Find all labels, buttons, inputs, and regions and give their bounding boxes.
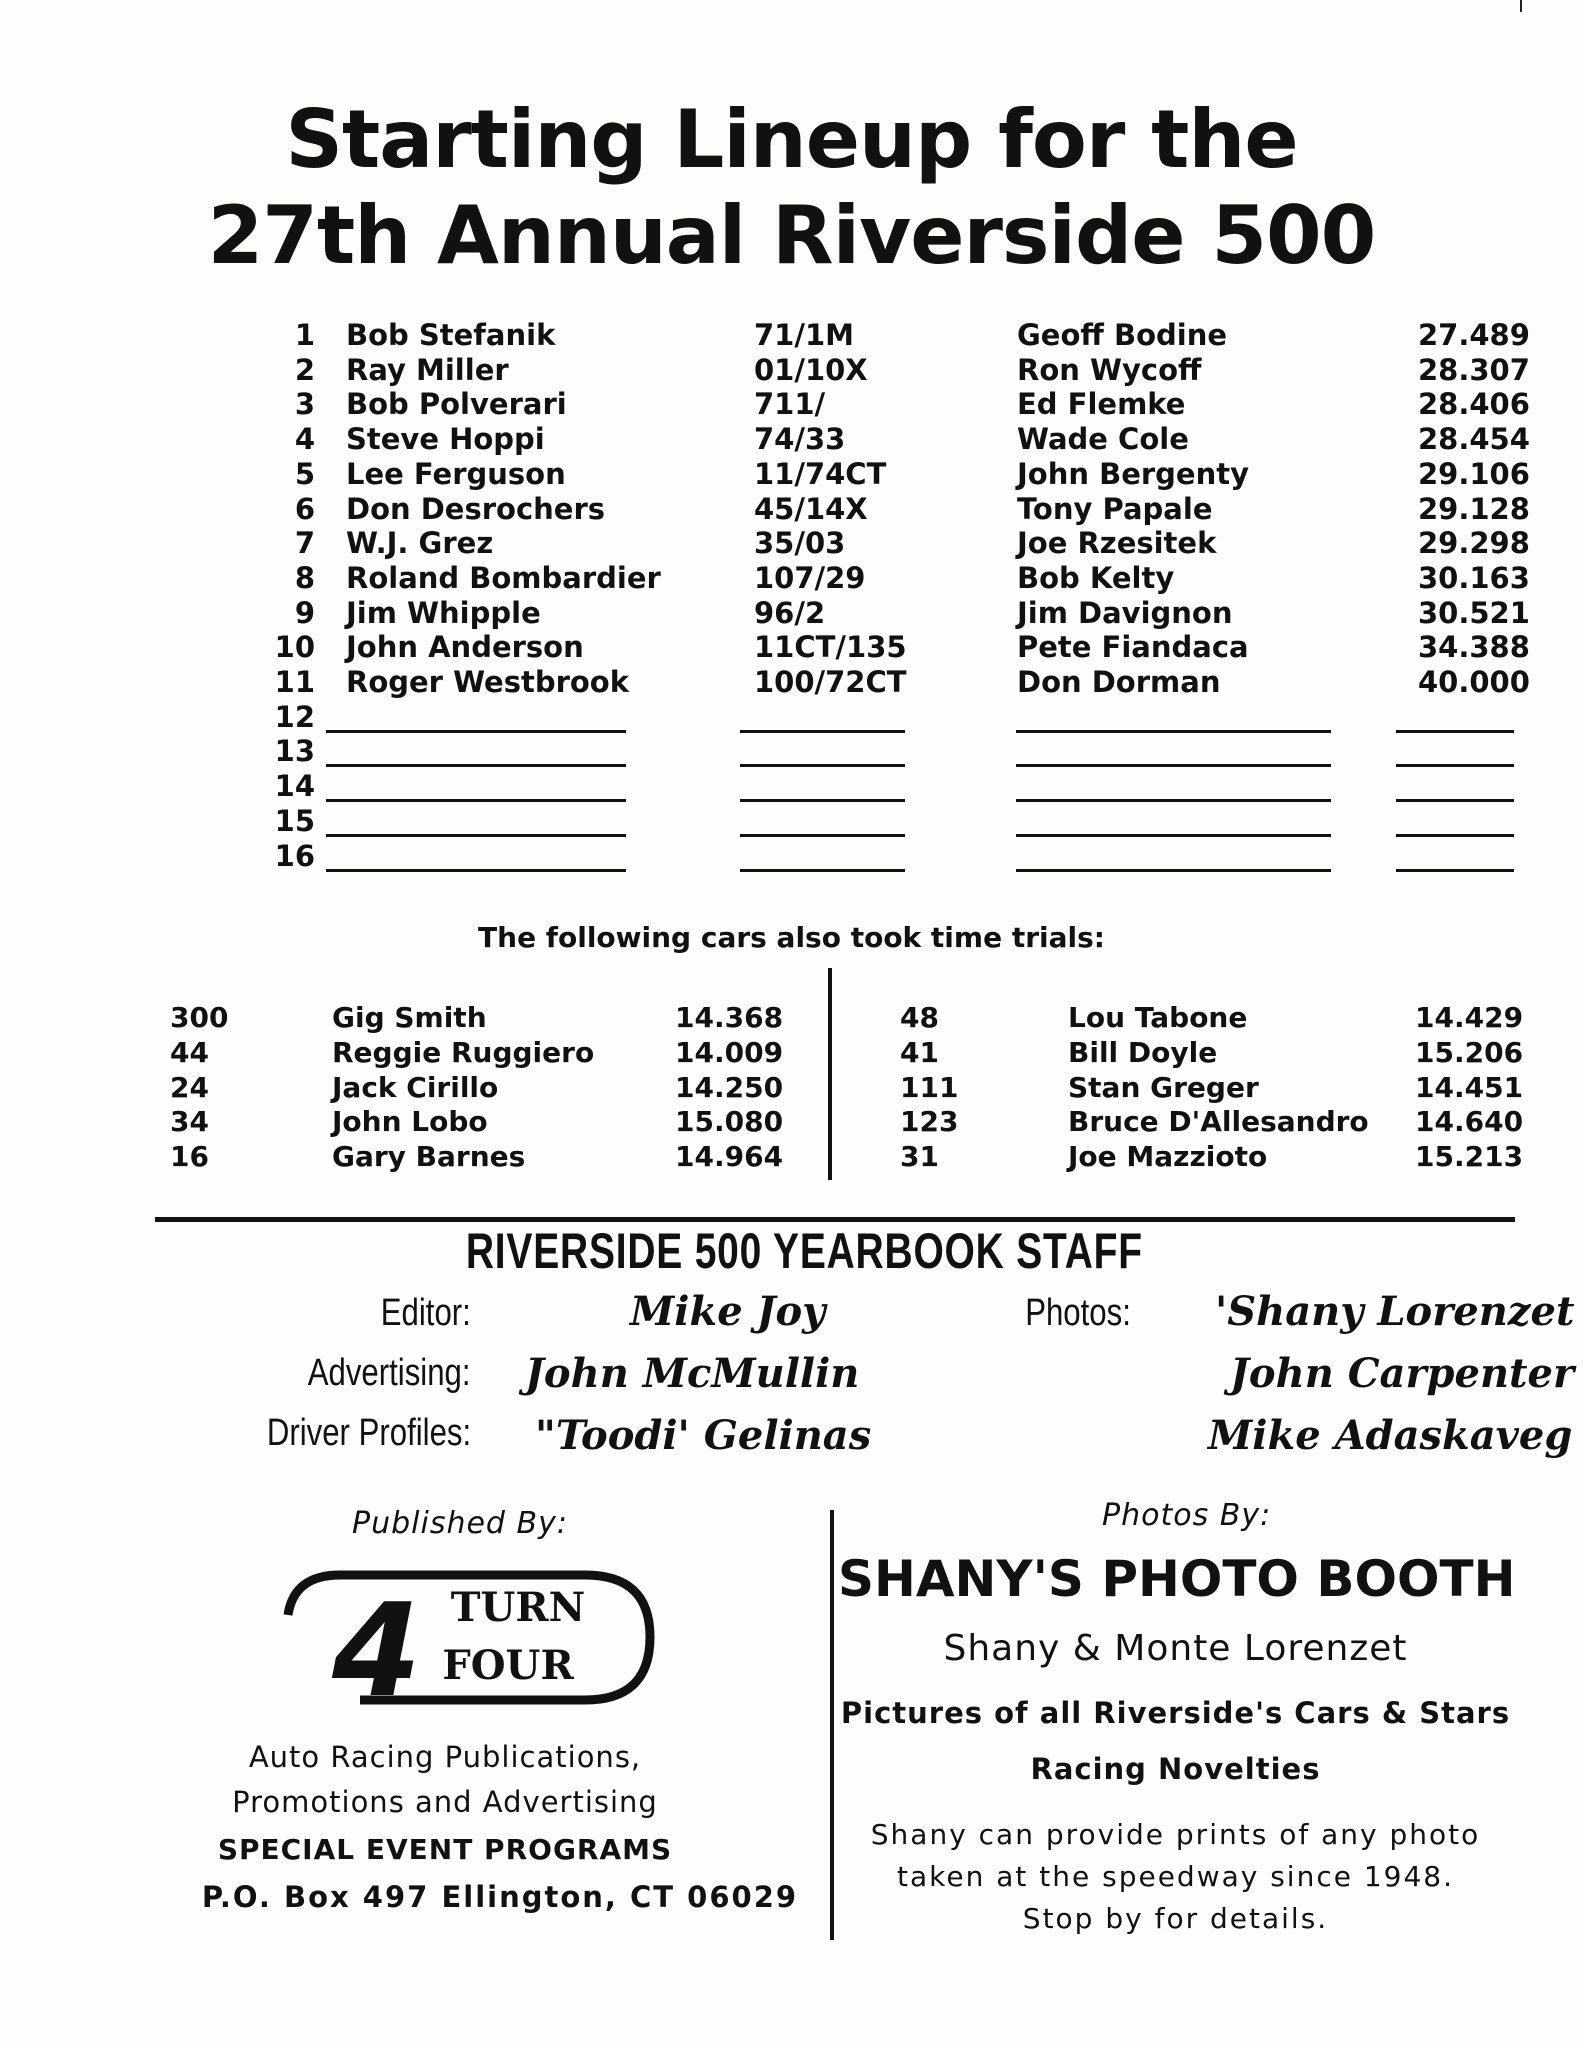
blank-entry-line: [1396, 869, 1514, 872]
trial-car-number: 123: [900, 1105, 959, 1139]
page-title: [0, 92, 1583, 284]
lineup-position: 11: [274, 665, 315, 699]
lineup-name: Roger Westbrook: [346, 665, 630, 699]
editor-label: Editor:: [380, 1292, 471, 1334]
lineup-time: 29.298: [1418, 526, 1530, 561]
trial-driver: Gary Barnes: [332, 1140, 526, 1174]
lineup-car-number: 107/29: [754, 560, 866, 595]
blank-entry-line: [1016, 764, 1331, 767]
publisher-line-1: Auto Racing Publications,: [248, 1740, 642, 1774]
trial-time: 15.206: [1415, 1035, 1524, 1069]
lineup-time: 29.128: [1418, 491, 1530, 526]
photographer-2: John Carpenter: [1230, 1350, 1575, 1397]
photographer-1: 'Shany Lorenzet: [1215, 1288, 1575, 1335]
lineup-driver: Pete Fiandaca: [1017, 630, 1249, 665]
trial-time: 14.964: [675, 1140, 784, 1174]
driver-profiles-label: Driver Profiles:: [266, 1412, 471, 1454]
blank-entry-line: [1396, 799, 1514, 802]
lineup-car-number: 01/10X: [754, 352, 868, 387]
photo-booth-owners: Shany & Monte Lorenzet: [943, 1628, 1408, 1669]
photos-by-heading: Photos By:: [1102, 1498, 1272, 1533]
trial-time: 14.250: [675, 1070, 784, 1104]
published-by-heading: Published By:: [352, 1506, 568, 1541]
photo-booth-line-1: Pictures of all Riverside's Cars & Stars: [840, 1696, 1511, 1730]
trial-driver: John Lobo: [332, 1105, 488, 1139]
title-line-1: Starting Lineup for the: [285, 93, 1298, 186]
title-line-2: 27th Annual Riverside 500: [207, 189, 1376, 282]
trial-driver: Bill Doyle: [1068, 1035, 1218, 1069]
lineup-name: W.J. Grez: [346, 526, 494, 561]
lineup-driver: Wade Cole: [1017, 422, 1189, 457]
blank-entry-line: [740, 834, 905, 837]
lineup-name: John Anderson: [346, 630, 584, 665]
photo-booth-note-1: Shany can provide prints of any photo: [870, 1818, 1481, 1851]
trial-driver: Gig Smith: [332, 1001, 487, 1034]
photo-booth-note-3: Stop by for details.: [1022, 1902, 1329, 1935]
lineup-time: 34.388: [1418, 630, 1530, 665]
trial-time: 14.368: [675, 1001, 784, 1034]
lineup-driver: Ed Flemke: [1017, 387, 1186, 422]
lineup-time: 27.489: [1418, 318, 1530, 352]
publisher-line-2: Promotions and Advertising: [232, 1785, 658, 1819]
logo-numeral: 4: [332, 1577, 422, 1720]
photo-booth-line-2: Racing Novelties: [1030, 1752, 1321, 1786]
blank-entry-line: [1396, 834, 1514, 837]
blank-entry-line: [1016, 799, 1331, 802]
lineup-driver: Geoff Bodine: [1017, 318, 1228, 352]
driver-profiles-name: "Toodi' Gelinas: [535, 1412, 872, 1459]
trial-driver: Lou Tabone: [1068, 1001, 1248, 1034]
photographer-3: Mike Adaskaveg: [1208, 1412, 1573, 1459]
trial-car-number: 44: [170, 1035, 209, 1069]
photos-label: Photos:: [1025, 1292, 1131, 1334]
trials-column-divider: [828, 968, 832, 1180]
lineup-position: 7: [294, 526, 315, 561]
trial-time: 14.640: [1415, 1105, 1524, 1139]
logo-line-2: FOUR: [442, 1642, 574, 1689]
lineup-position: 4: [294, 422, 315, 457]
blank-entry-line: [326, 869, 626, 872]
trial-time: 15.213: [1415, 1140, 1524, 1174]
lineup-name: Roland Bombardier: [346, 560, 661, 595]
lineup-position: 16: [274, 838, 315, 873]
trial-car-number: 31: [900, 1140, 939, 1174]
lineup-position: 15: [274, 803, 315, 838]
blank-entry-line: [326, 764, 626, 767]
advertising-label: Advertising:: [308, 1352, 471, 1394]
trial-car-number: 24: [170, 1070, 209, 1104]
blank-entry-line: [1016, 834, 1331, 837]
editor-name: Mike Joy: [630, 1288, 826, 1335]
blank-entry-line: [1396, 764, 1514, 767]
publisher-address: P.O. Box 497 Ellington, CT 06029: [201, 1880, 799, 1914]
lineup-car-number: 35/03: [754, 526, 846, 561]
lineup-position: 1: [294, 318, 315, 352]
lineup-position: 3: [294, 387, 315, 422]
trial-time: 14.429: [1415, 1001, 1524, 1034]
lineup-name: Don Desrochers: [346, 491, 606, 526]
lineup-time: 30.163: [1418, 560, 1530, 595]
lineup-name: Ray Miller: [346, 352, 509, 387]
lineup-car-number: 100/72CT: [754, 665, 907, 699]
trial-car-number: 300: [170, 1001, 229, 1034]
lineup-name: Jim Whipple: [346, 595, 541, 630]
photo-booth-note-2: taken at the speedway since 1948.: [896, 1860, 1455, 1893]
lineup-time: 29.106: [1418, 456, 1530, 491]
lineup-driver: Joe Rzesitek: [1017, 526, 1217, 561]
trial-time: 15.080: [675, 1105, 784, 1139]
blank-entry-line: [326, 730, 626, 733]
lineup-position: 6: [294, 491, 315, 526]
yearbook-staff-title: RIVERSIDE 500 YEARBOOK STAFF: [465, 1223, 1143, 1279]
lineup-time: 30.521: [1418, 595, 1530, 630]
lineup-position: 2: [294, 352, 315, 387]
photo-booth-name: SHANY'S PHOTO BOOTH: [838, 1550, 1516, 1608]
trial-car-number: 41: [900, 1035, 939, 1069]
blank-entry-line: [1016, 869, 1331, 872]
lineup-position: 13: [274, 734, 315, 769]
trial-driver: Bruce D'Allesandro: [1068, 1105, 1369, 1139]
trial-time: 14.451: [1415, 1070, 1524, 1104]
blank-entry-line: [740, 764, 905, 767]
trial-car-number: 111: [900, 1070, 959, 1104]
lineup-position: 9: [294, 595, 315, 630]
publisher-line-3: SPECIAL EVENT PROGRAMS: [217, 1833, 673, 1866]
lineup-position: 5: [294, 456, 315, 491]
lineup-driver: Ron Wycoff: [1017, 352, 1202, 387]
lineup-time: 28.406: [1418, 387, 1530, 422]
lineup-position: 12: [274, 699, 315, 734]
lineup-car-number: 711/: [754, 387, 826, 422]
trial-driver: Stan Greger: [1068, 1070, 1259, 1104]
blank-entry-line: [740, 869, 905, 872]
lineup-driver: Tony Papale: [1017, 491, 1213, 526]
lineup-time: 40.000: [1418, 665, 1530, 699]
advertising-name: John McMullin: [525, 1350, 860, 1397]
blank-entry-line: [326, 799, 626, 802]
lineup-position: 8: [294, 560, 315, 595]
lineup-name: Bob Stefanik: [346, 318, 556, 352]
blank-entry-line: [1396, 730, 1514, 733]
trial-driver: Reggie Ruggiero: [332, 1035, 595, 1069]
footer-column-divider: [830, 1510, 834, 1940]
lineup-position: 10: [274, 630, 315, 665]
lineup-car-number: 74/33: [754, 422, 846, 457]
time-trials-heading: The following cars also took time trials:: [478, 921, 1105, 954]
lineup-car-number: 11CT/135: [754, 630, 907, 665]
lineup-name: Steve Hoppi: [346, 422, 545, 457]
trial-driver: Jack Cirillo: [332, 1070, 499, 1104]
blank-entry-line: [1016, 730, 1331, 733]
lineup-driver: Bob Kelty: [1017, 560, 1175, 595]
lineup-time: 28.454: [1418, 422, 1530, 457]
lineup-name: Lee Ferguson: [346, 456, 566, 491]
lineup-name: Bob Polverari: [346, 387, 567, 422]
trial-car-number: 16: [170, 1140, 209, 1174]
lineup-car-number: 96/2: [754, 595, 826, 630]
lineup-driver: Don Dorman: [1017, 665, 1221, 699]
lineup-driver: John Bergenty: [1017, 456, 1250, 491]
logo-line-1: TURN: [450, 1584, 586, 1631]
trial-car-number: 34: [170, 1105, 209, 1139]
lineup-car-number: 11/74CT: [754, 456, 887, 491]
page-edge-mark: [1520, 0, 1522, 12]
trial-driver: Joe Mazzioto: [1068, 1140, 1268, 1174]
blank-entry-line: [326, 834, 626, 837]
blank-entry-line: [740, 730, 905, 733]
lineup-driver: Jim Davignon: [1017, 595, 1233, 630]
lineup-time: 28.307: [1418, 352, 1530, 387]
lineup-car-number: 71/1M: [754, 318, 854, 352]
blank-entry-line: [740, 799, 905, 802]
trial-time: 14.009: [675, 1035, 784, 1069]
lineup-position: 14: [274, 769, 315, 804]
lineup-car-number: 45/14X: [754, 491, 868, 526]
trial-car-number: 48: [900, 1001, 939, 1034]
turn-four-logo: [280, 1555, 660, 1720]
